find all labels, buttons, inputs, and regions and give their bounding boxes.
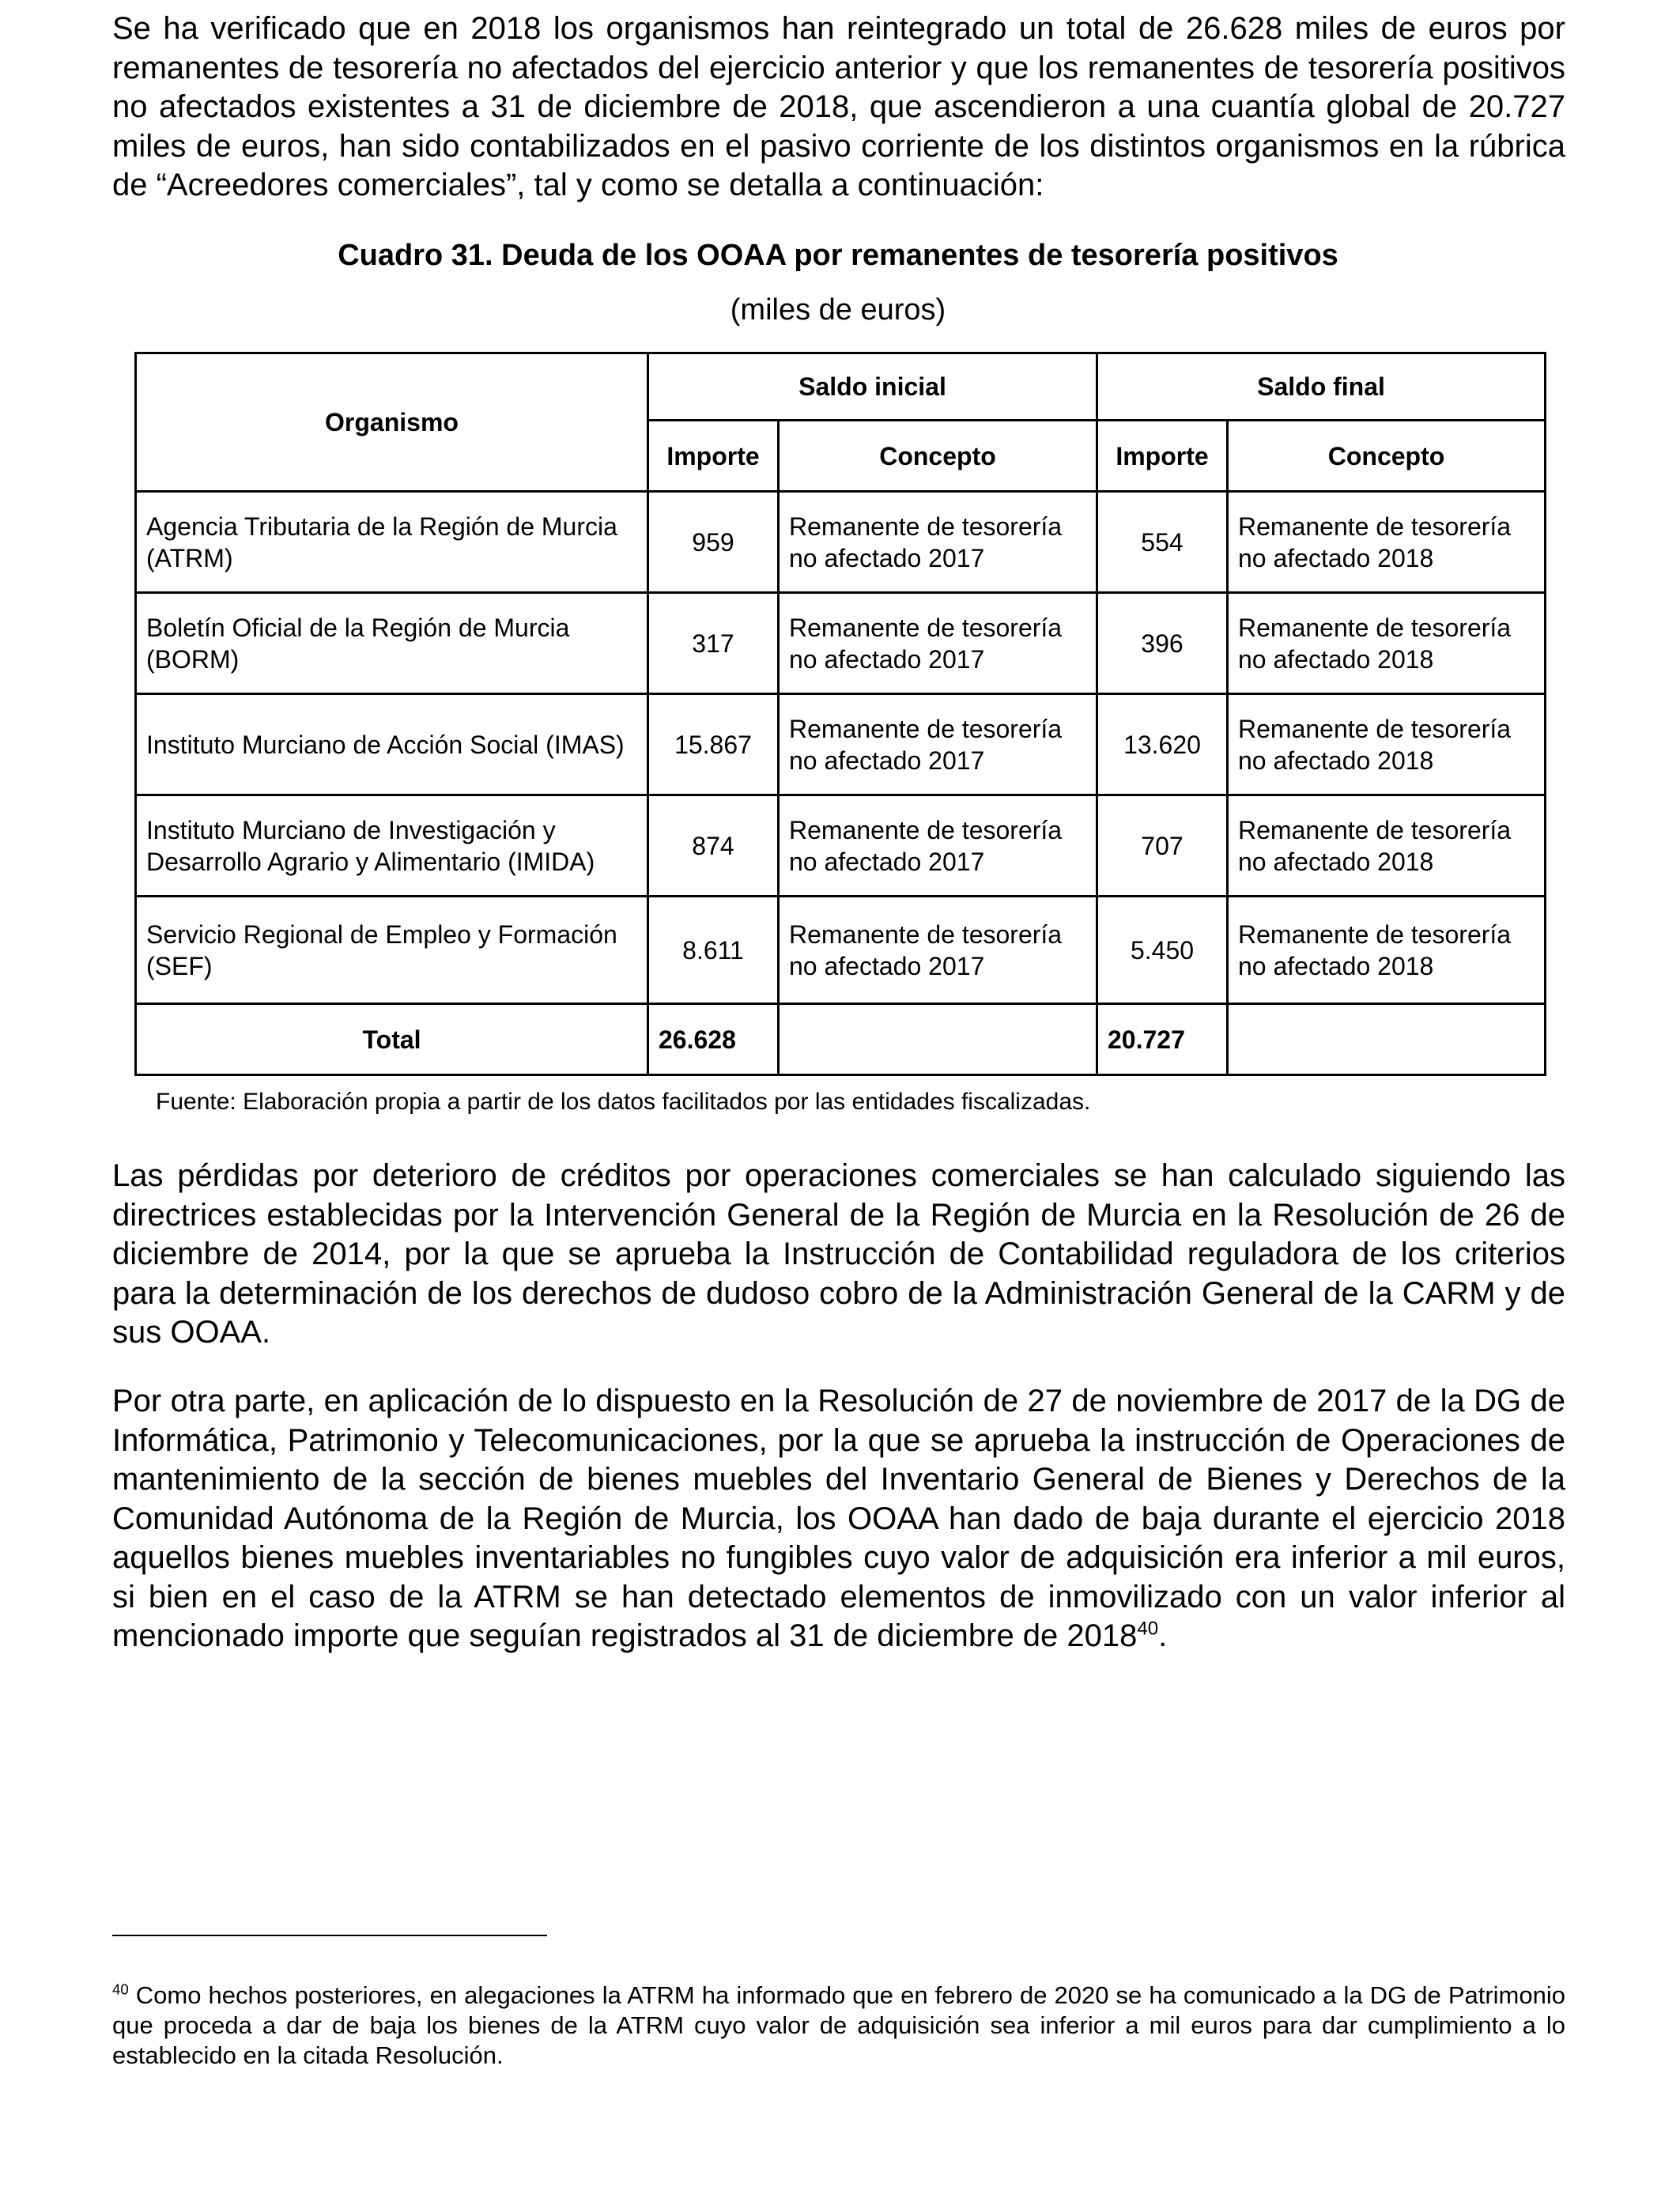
- footnote-ref[interactable]: 40: [1137, 1618, 1159, 1640]
- cell-importe-inicial: 8.611: [648, 897, 779, 1004]
- total-row: [136, 1004, 1546, 1075]
- paragraph-3-text: Por otra parte, en aplicación de lo dispuesto en la Resolución de 27 de noviembre de 2017 de la DG de Informática, Patrimonio y Telecomunicaciones, por la que se aprueba la instrucción de Operaciones de mantenimiento de la sección de bienes muebles del Inventario General de Bienes y Derechos de la Comunidad Autónoma de la Región de Murcia, los OOAA han dado de baja durante el ejercicio 2018 aquellos bienes muebles inventariables no fungibles cuyo valor de adquisición era inferior a mil euros, si bien en el caso de la ATRM se han detectado elementos de inmovilizado con un valor inferior al mencionado importe que seguían registrados al 31 de diciembre de 2018: [112, 1384, 1565, 1653]
- table-units: (miles de euros): [730, 293, 946, 327]
- cell-concepto-inicial: Remanente de tesorería no afectado 2017: [779, 492, 1097, 593]
- cell-concepto-inicial: Remanente de tesorería no afectado 2017: [779, 593, 1097, 694]
- table-row: [136, 795, 1546, 897]
- total-concepto-final-empty: [1228, 1004, 1546, 1075]
- table-row: [136, 694, 1546, 795]
- cell-importe-inicial: 959: [648, 492, 779, 593]
- cell-importe-final: 707: [1097, 795, 1228, 897]
- header-concepto-inicial: Concepto: [779, 421, 1097, 492]
- cell-importe-final: 13.620: [1097, 694, 1228, 795]
- cell-importe-final: 396: [1097, 593, 1228, 694]
- cell-importe-final: 554: [1097, 492, 1228, 593]
- total-label: Total: [136, 1004, 648, 1075]
- cell-concepto-inicial: Remanente de tesorería no afectado 2017: [779, 694, 1097, 795]
- footnote: [112, 1981, 1565, 2071]
- total-importe-inicial: 26.628: [648, 1004, 779, 1075]
- cell-organismo: Servicio Regional de Empleo y Formación (SEF): [136, 897, 648, 1004]
- header-concepto-final: Concepto: [1228, 421, 1546, 492]
- cell-importe-inicial: 15.867: [648, 694, 779, 795]
- header-importe-inicial: Importe: [648, 421, 779, 492]
- header-importe-final: Importe: [1097, 421, 1228, 492]
- paragraph-3-end: .: [1158, 1618, 1168, 1653]
- cell-importe-inicial: 317: [648, 593, 779, 694]
- remanentes-table: [134, 352, 1546, 1076]
- intro-paragraph: Se ha verificado que en 2018 los organismos han reintegrado un total de 26.628 miles de euros por remanentes de tesorería no afectados del ejercicio anterior y que los remanentes de tesorería positivos no afectados existentes a 31 de diciembre de 2018, que ascendieron a una cuantía global de 20.727 miles de euros, han sido contabilizados en el pasivo corriente de los distintos organismos en la rúbrica de “Acreedores comerciales”, tal y como se detalla a continuación:: [112, 11, 1565, 202]
- cell-concepto-final: Remanente de tesorería no afectado 2018: [1228, 694, 1546, 795]
- cell-concepto-final: Remanente de tesorería no afectado 2018: [1228, 795, 1546, 897]
- cell-concepto-inicial: Remanente de tesorería no afectado 2017: [779, 897, 1097, 1004]
- total-importe-final: 20.727: [1097, 1004, 1228, 1075]
- table-title: Cuadro 31. Deuda de los OOAA por remanentes de tesorería positivos: [338, 239, 1338, 272]
- cell-importe-final: 5.450: [1097, 897, 1228, 1004]
- cell-organismo: Instituto Murciano de Acción Social (IMAS): [136, 694, 648, 795]
- paragraph-3: [112, 1382, 1565, 1656]
- paragraph-2: Las pérdidas por deterioro de créditos por operaciones comerciales se han calculado siguiendo las directrices establecidas por la Intervención General de la Región de Murcia en la Resolución de 26 de diciembre de 2014, por la que se aprueba la Instrucción de Contabilidad reguladora de los criterios para la determinación de los derechos de dudoso cobro de la Administración General de la CARM y de sus OOAA.: [112, 1158, 1565, 1350]
- table-row: [136, 593, 1546, 694]
- cell-concepto-final: Remanente de tesorería no afectado 2018: [1228, 593, 1546, 694]
- header-organismo: Organismo: [136, 353, 648, 492]
- cell-organismo: Agencia Tributaria de la Región de Murcia (ATRM): [136, 492, 648, 593]
- cell-organismo: Boletín Oficial de la Región de Murcia (BORM): [136, 593, 648, 694]
- table-source: Fuente: Elaboración propia a partir de los datos facilitados por las entidades fiscalizadas.: [156, 1089, 1091, 1115]
- footnote-text: Como hechos posteriores, en alegaciones la ATRM ha informado que en febrero de 2020 se ha comunicado a la DG de Patrimonio que proceda a dar de baja los bienes de la ATRM cuyo valor de adquisición sea inferior a mil euros para dar cumplimiento a lo establecido en la citada Resolución.: [112, 1981, 1565, 2069]
- header-saldo-inicial: Saldo inicial: [648, 353, 1097, 421]
- cell-concepto-inicial: Remanente de tesorería no afectado 2017: [779, 795, 1097, 897]
- cell-importe-inicial: 874: [648, 795, 779, 897]
- table-row: [136, 492, 1546, 593]
- cell-organismo: Instituto Murciano de Investigación y Desarrollo Agrario y Alimentario (IMIDA): [136, 795, 648, 897]
- total-concepto-inicial-empty: [779, 1004, 1097, 1075]
- cell-concepto-final: Remanente de tesorería no afectado 2018: [1228, 897, 1546, 1004]
- header-saldo-final: Saldo final: [1097, 353, 1546, 421]
- header-row-1: [136, 353, 1546, 421]
- footnote-marker: 40: [112, 1981, 129, 1998]
- table-row: [136, 897, 1546, 1004]
- footnote-separator: [112, 1935, 547, 1936]
- cell-concepto-final: Remanente de tesorería no afectado 2018: [1228, 492, 1546, 593]
